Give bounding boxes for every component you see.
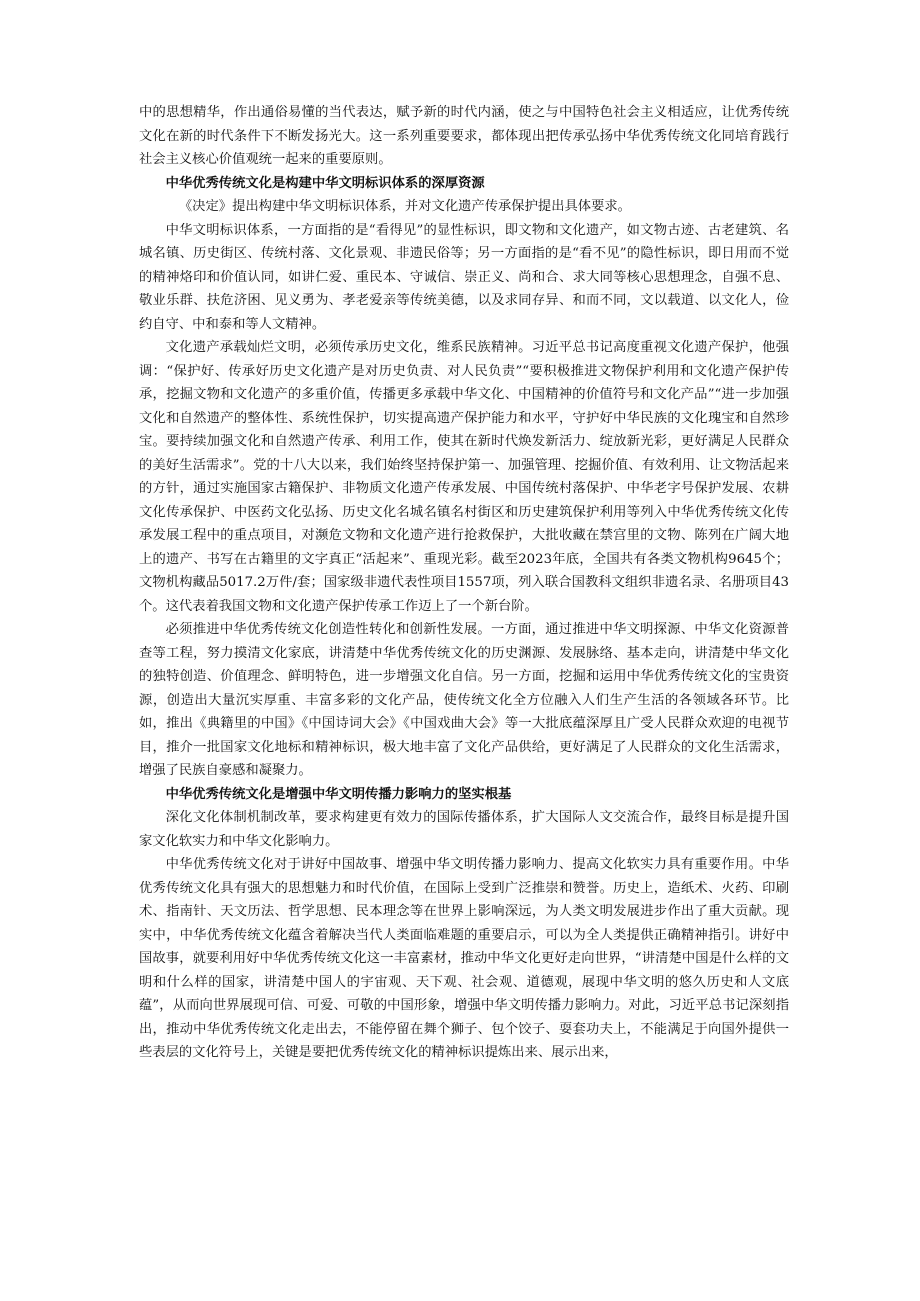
paragraph-identity-system: 中华文明标识体系，一方面指的是“看得见”的显性标识，即文物和文化遗产，如文物古迹、古老建筑、名城名镇、历史街区、传统村落、文化景观、非遗民俗等；另一方面指的是“看不见”的隐性标识，即日用而不觉的精神烙印和价值认同，如讲仁爱、重民本、守诚信、崇正义、尚和合、求大同等核心思想理念，自强不息、敬业乐群、扶危济困、见义勇为、孝老爱亲等传统美德，以及求同存异、和而不同，文以载道、以文化人，俭约自守、中和泰和等人文精神。 [139, 222, 789, 332]
paragraph-intro: 中的思想精华，作出通俗易懂的当代表达，赋予新的时代内涵，使之与中国特色社会主义相适应，让优秀传统文化在新的时代条件下不断发扬光大。这一系列重要要求，都体现出把传承弘扬中华优秀传统文化同培育践行社会主义核心价值观统一起来的重要原则。 [139, 105, 789, 167]
paragraph-decision: 《决定》提出构建中华文明标识体系，并对文化遗产传承保护提出具体要求。 [178, 199, 631, 214]
paragraph-transformation: 必须推进中华优秀传统文化创造性转化和创新性发展。一方面，通过推进中华文明探源、中华文化资源普查等工程，努力摸清文化家底，讲清楚中华优秀传统文化的历史渊源、发展脉络、基本走向，讲清楚中华文化的独特创造、价值理念、鲜明特色，进一步增强文化自信。另一方面，挖掘和运用中华优秀传统文化的宝贵资源，创造出大量沉实厚重、丰富多彩的文化产品，使传统文化全方位融入人们生产生活的各领域各环节。比如，推出《典籍里的中国》《中国诗词大会》《中国戏曲大会》等一大批底蕴深厚且广受人民群众欢迎的电视节目，推介一批国家文化地标和精神标识，极大地丰富了文化产品供给，更好满足了人民群众的文化生活需求，增强了民族自豪感和凝聚力。 [139, 622, 789, 778]
section-heading-2: 中华优秀传统文化是增强中华文明传播力影响力的坚实根基 [165, 786, 512, 802]
document-page [139, 101, 789, 1065]
paragraph-storytelling: 中华优秀传统文化对于讲好中国故事、增强中华文明传播力影响力、提高文化软实力具有重要作用。中华优秀传统文化具有强大的思想魅力和时代价值，在国际上受到广泛推崇和赞誉。历史上，造纸术、火药、印刷术、指南针、天文历法、哲学思想、民本理念等在世界上影响深远，为人类文明发展进步作出了重大贡献。现实中，中华优秀传统文化蕴含着解决当代人类面临难题的重要启示，可以为全人类提供正确精神指引。讲好中国故事，就要利用好中华优秀传统文化这一丰富素材，推动中华文化更好走向世界，“讲清楚中国是什么样的文明和什么样的国家，讲清楚中国人的宇宙观、天下观、社会观、道德观，展现中华文明的悠久历史和人文底蕴”，从而向世界展现可信、可爱、可敬的中国形象，增强中华文明传播力影响力。对此，习近平总书记深刻指出，推动中华优秀传统文化走出去，不能停留在舞个狮子、包个饺子、耍套功夫上，不能满足于向国外提供一些表层的文化符号上，关键是要把优秀传统文化的精神标识提炼出来、展示出来， [139, 857, 789, 1060]
paragraph-heritage: 文化遗产承载灿烂文明，必须传承历史文化，维系民族精神。习近平总书记高度重视文化遗产保护，他强调：“保护好、传承好历史文化遗产是对历史负责、对人民负责”“要积极推进文物保护利用和文化遗产保护传承，挖掘文物和文化遗产的多重价值，传播更多承载中华文化、中国精神的价值符号和文化产品”“进一步加强文化和自然遗产的整体性、系统性保护，切实提高遗产保护能力和水平，守护好中华民族的文化瑰宝和自然珍宝。要持续加强文化和自然遗产传承、利用工作，使其在新时代焕发新活力、绽放新光彩，更好满足人民群众的美好生活需求”。党的十八大以来，我们始终坚持保护第一、加强管理、挖掘价值、有效利用、让文物活起来的方针，通过实施国家古籍保护、非物质文化遗产传承发展、中国传统村落保护、中华老字号保护发展、农耕文化传承保护、中医药文化弘扬、历史文化名城名镇名村街区和历史建筑保护利用等列入中华优秀传统文化传承发展工程中的重点项目，对濒危文物和文化遗产进行抢救保护，大批收藏在禁宫里的文物、陈列在广阔大地上的遗产、书写在古籍里的文字真正“活起来”、重现光彩。截至2023年底，全国共有各类文物机构9645个；文物机构藏品5017.2万件/套；国家级非遗代表性项目1557项，列入联合国教科文组织非遗名录、名册项目43个。这代表着我国文物和文化遗产保护传承工作迈上了一个新台阶。 [139, 340, 789, 614]
section-heading-1: 中华优秀传统文化是构建中华文明标识体系的深厚资源 [165, 175, 485, 191]
paragraph-reform: 深化文化体制机制改革，要求构建更有效力的国际传播体系，扩大国际人文交流合作，最终目标是提升国家文化软实力和中华文化影响力。 [139, 810, 789, 849]
